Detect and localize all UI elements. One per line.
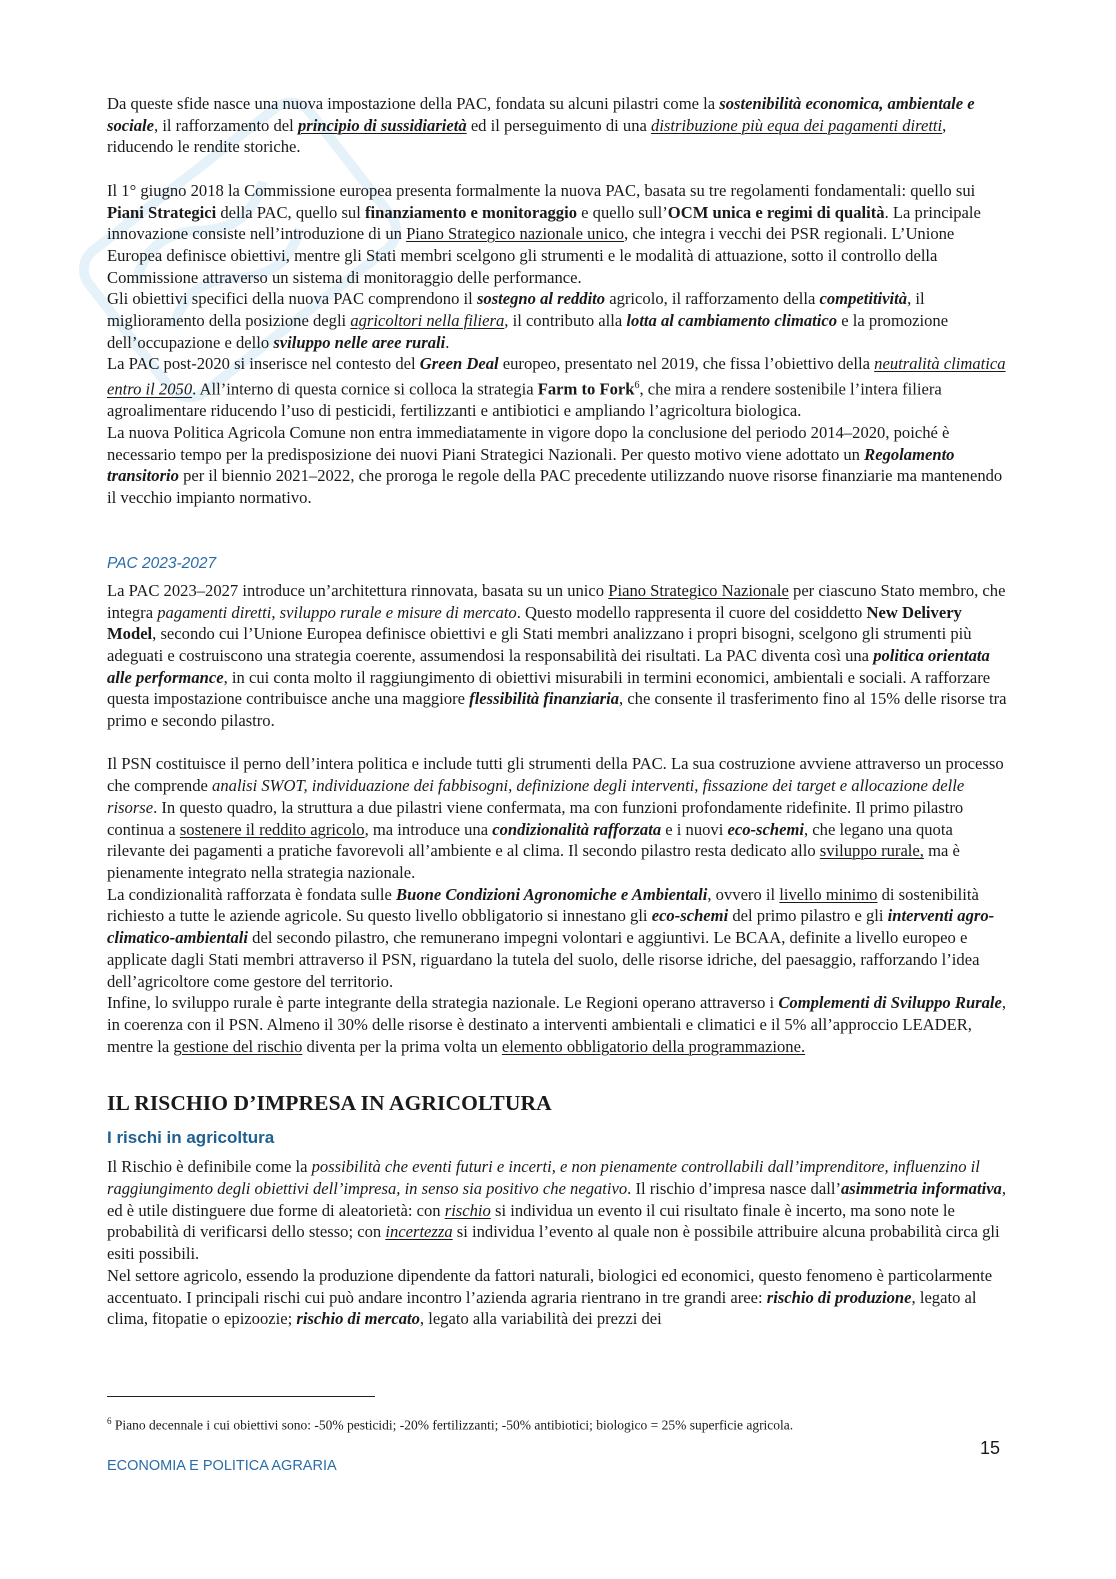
page-content <box>107 93 1012 1330</box>
footnote-number: 6 <box>107 1416 112 1426</box>
paragraph-objectives: Gli obiettivi specifici della nuova PAC comprendono il sostegno al reddito agricolo, il rafforzamento della competitività, il miglioramento della posizione degli agricoltori nella filiera, il contributo alla lotta al cambiamento climatico e la promozione dell’occupazione e dello sviluppo nelle aree rurali. <box>107 289 949 352</box>
section-heading: I rischi in agricoltura <box>107 1128 275 1148</box>
page-footer: ECONOMIA E POLITICA AGRARIA <box>107 1458 337 1474</box>
footnote: $^6$ Piano decennale i cui obiettivi sono: -50% pesticidi; -20% fertilizzanti; -50% antibiotici; biologico = 25% superficie agricola. <box>107 1416 794 1433</box>
paragraph-rischi-settore: Nel settore agricolo, essendo la produzione dipendente da fattori naturali, biologici ed economici, questo fenomeno è particolarmente accentuato. I principali rischi cui può andare incontro l’azienda agraria rientrano in tre grandi aree: rischio di produzione, legato al clima, fitopatie o epizoozie; rischio di mercato, legato alla variabilità dei prezzi dei <box>107 1265 993 1329</box>
paragraph-commission: Il 1° giugno 2018 la Commissione europea presenta formalmente la nuova PAC, basata su tre regolamenti fondamentali: quello sui Piani Strategici della PAC, quello sul finanziamento e monitoraggio e quello sull’OCM unica e regimi di qualità. La principale innovazione consiste nell’introduzione di un Piano Strategico nazionale unico, che integra i vecchi dei PSR regionali. L’Unione Europea definisce obiettivi, mentre gli Stati membri scelgono gli strumenti e le modalità di attuazione, sotto il controllo della Commissione attraverso un sistema di monitoraggio delle performance. <box>107 180 981 287</box>
paragraph-psn: Il PSN costituisce il perno dell’intera politica e include tutti gli strumenti della PAC. La sua costruzione avviene attraverso un processo che comprende analisi SWOT, individuazione dei fabbisogni, definizione degli interventi, fissazione dei target e allocazione delle risorse. In questo quadro, la struttura a due pilastri viene confermata, ma con funzioni profondamente ridefinite. Il primo pilastro continua a sostenere il reddito agricolo, ma introduce una condizionalità rafforzata e i nuovi eco-schemi, che legano una quota rilevante dei pagamenti a pratiche favorevoli all’ambiente e al clima. Il secondo pilastro resta dedicato allo sviluppo rurale, ma è pienamente integrato nella strategia nazionale. <box>107 754 1004 882</box>
chapter-heading: IL RISCHIO D’IMPRESA IN AGRICOLTURA <box>107 1091 552 1116</box>
paragraph-pac-2023: La PAC 2023–2027 introduce un’architettura rinnovata, basata su un unico Piano Strategico Nazionale per ciascuno Stato membro, che integra pagamenti diretti, sviluppo rurale e misure di mercato. Questo modello rappresenta il cuore del cosiddetto New Delivery Model, secondo cui l’Unione Europea definisce obiettivi e gli Stati membri analizzano i propri bisogni, scelgono gli strumenti più adeguati e costruiscono una strategia coerente, assumendosi la responsabilità dei risultati. La PAC diventa così una politica orientata alle performance, in cui conta molto il raggiungimento di obiettivi misurabili in termini economici, ambientali e sociali. A rafforzare questa impostazione contribuisce anche una maggiore flessibilità finanziaria, che consente il trasferimento fino al 15% delle risorse tra primo e secondo pilastro. <box>107 580 1007 731</box>
page-number: 15 <box>980 1438 1001 1458</box>
paragraph-sviluppo-rurale: Infine, lo sviluppo rurale è parte integrante della strategia nazionale. Le Regioni operano attraverso i Complementi di Sviluppo Rurale, in coerenza con il PSN. Almeno il 30% delle risorse è destinato a interventi ambientali e climatici e il 5% all’approccio LEADER, mentre la gestione del rischio diventa per la prima volta un elemento obbligatorio della programmazione. <box>107 993 1007 1056</box>
footnote-ref: 6 <box>634 380 640 392</box>
paragraph-green-deal: La PAC post-2020 si inserisce nel contesto del Green Deal europeo, presentato nel 2019, che fissa l’obiettivo della neutralità climatica entro il 2050. All’interno di questa cornice si colloca la strategia Farm to Fork$^6$, che mira a rendere sostenibile l’intera filiera agroalimentare riducendo l’uso di pesticidi, fertilizzanti e antibiotici e ampliando l’agricoltura biologica. <box>107 354 1006 421</box>
section-subtitle: PAC 2023-2027 <box>107 554 217 572</box>
footnote-separator <box>107 1396 375 1397</box>
paragraph-condizionalita: La condizionalità rafforzata è fondata sulle Buone Condizioni Agronomiche e Ambientali, ovvero il livello minimo di sostenibilità richiesto a tutte le aziende agricole. Su questo livello obbligatorio si innestano gli eco-schemi del primo pilastro e gli interventi agro-climatico-ambientali del secondo pilastro, che remunerano impegni volontari e aggiuntivi. Le BCAA, definite a livello europeo e applicate dagli Stati membri attraverso il PSN, riguardano la tutela del suolo, delle risorse idriche, del paesaggio, rafforzando l’idea dell’agricoltore come gestore del territorio. <box>107 884 995 991</box>
paragraph-rischio-def: Il Rischio è definibile come la possibilità che eventi futuri e incerti, e non pienamente controllabili dall’imprenditore, influenzino il raggiungimento degli obiettivi dell’impresa, in senso sia positivo che negativo. Il rischio d’impresa nasce dall’asimmetria informativa, ed è utile distinguere due forme di aleatorietà: con rischio si individua un evento il cui risultato finale è incerto, ma sono note le probabilità di verificarsi dello stesso; con incertezza si individua l’evento al quale non è possibile attribuire alcuna probabilità circa gli esiti possibili. <box>107 1157 1007 1264</box>
paragraph-intro: Da queste sfide nasce una nuova impostazione della PAC, fondata su alcuni pilastri come la sostenibilità economica, ambientale e sociale, il rafforzamento del principio di sussidiarietà ed il perseguimento di una distribuzione più equa dei pagamenti diretti, riducendo le rendite storiche. <box>107 94 975 157</box>
paragraph-transition: La nuova Politica Agricola Comune non entra immediatamente in vigore dopo la conclusione del periodo 2014–2020, poiché è necessario tempo per la predisposizione dei nuovi Piani Strategici Nazionali. Per questo motivo viene adottato un Regolamento transitorio per il biennio 2021–2022, che proroga le regole della PAC precedente utilizzando nuove risorse finanziarie ma mantenendo il vecchio impianto normativo. <box>107 423 1003 508</box>
